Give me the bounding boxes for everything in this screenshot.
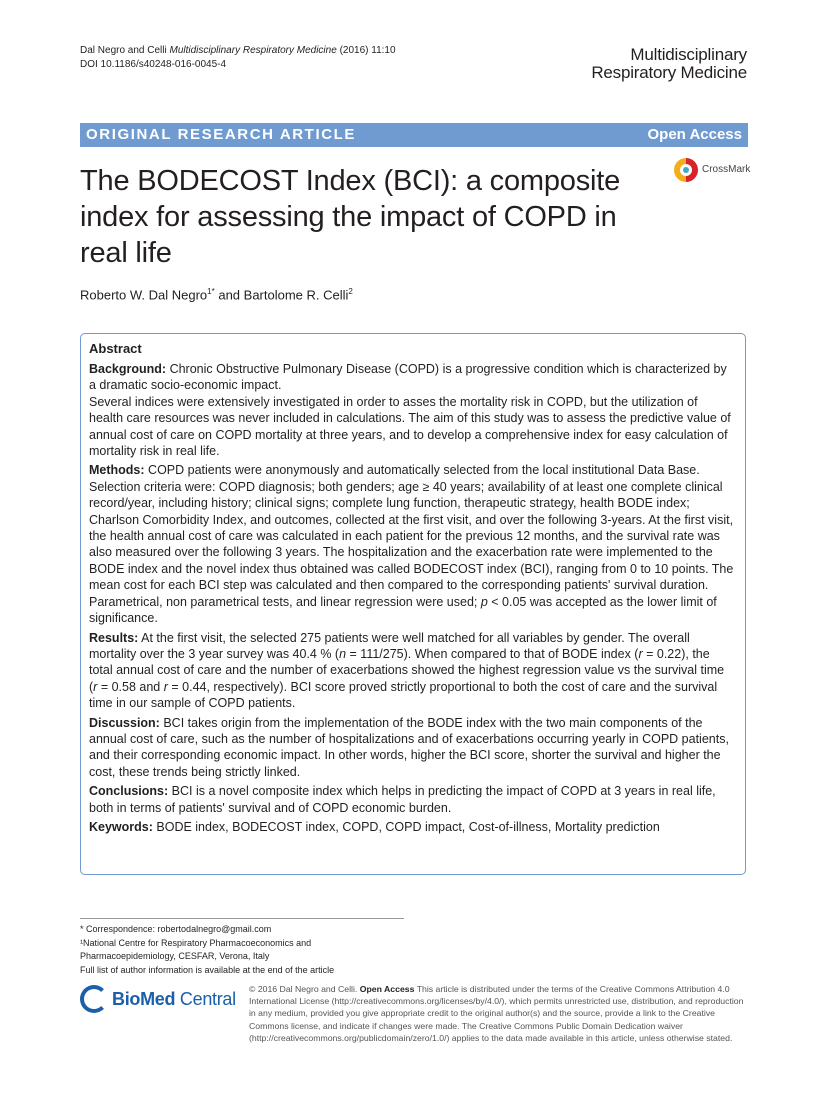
- article-type-banner: [80, 123, 748, 147]
- biomed-central-ring-icon: [80, 985, 108, 1013]
- crossmark-badge[interactable]: [674, 158, 750, 184]
- biomed-central-logo[interactable]: [80, 985, 240, 1017]
- crossmark-label: CrossMark: [702, 164, 751, 175]
- methods-text-3: < 0.05 was accepted as the lower limit of significance.: [89, 594, 717, 626]
- r-symbol: r: [638, 646, 643, 661]
- methods-label: Methods:: [89, 463, 145, 478]
- author-info-note: Full list of author information is available at the end of the article: [80, 964, 335, 975]
- correspondence[interactable]: * Correspondence: robertodalnegro@gmail.com: [80, 924, 272, 934]
- background-text-2: Several indices were extensively investigated in order to asses the mortality risk in COPD, but the utilization of health care resources was never included in calculations. The aim of this study was to assess the predictive value of annual cost of care on COPD mortality at three years, and to develop a comprehensive index for easy calculation of mortality risk in real life.: [89, 394, 731, 459]
- article-type: ORIGINAL RESEARCH ARTICLE: [86, 126, 357, 143]
- author-affiliation-marker[interactable]: 2: [348, 287, 353, 296]
- results-text: At the first visit, the selected 275 patients were well matched for all variables by gender. The overall mortality over the 3 year survey was 40.4 % (: [89, 630, 690, 661]
- citation-header: [80, 44, 396, 72]
- author-name: Bartolome R. Celli: [243, 287, 349, 303]
- abstract-keywords: [89, 819, 735, 835]
- license-body: This article is distributed under the terms of the Creative Commons Attribution 4.0 International License (http://creativecommons.org/licenses/by/4.0/), which permits unrestricted use, distribution, and reproduction in any medium, provided you give appropriate credit to the original author(s) and the source, provide a link to the Creative Commons license, and indicate if changes were made. The Creative Commons Public Domain Dedication waiver (http://creativecommons.org/publicdomain/zero/1.0/) applies to the data made available in this article, unless otherwise stated.: [249, 984, 744, 1043]
- conclusions-label: Conclusions:: [89, 784, 169, 799]
- background-text: Chronic Obstructive Pulmonary Disease (COPD) is a progressive condition which is characterized by a dramatic socio-economic impact.: [89, 362, 727, 393]
- discussion-label: Discussion:: [89, 715, 160, 730]
- affiliation-1: ¹National Centre for Respiratory Pharmacoeconomics and: [80, 937, 312, 948]
- journal-name-line1: Multidisciplinary: [630, 45, 747, 64]
- results-text: = 0.22), the total annual cost of care and the number of exacerbations showed the highest regression value vs the survival time (: [89, 646, 725, 694]
- keywords-label: Keywords:: [89, 819, 153, 834]
- citation-authors: Dal Negro and Celli: [80, 45, 167, 56]
- r-symbol: r: [93, 679, 98, 694]
- n-symbol: n: [339, 646, 347, 661]
- results-text: = 0.44, respectively). BCI score proved strictly proportional to both the cost of care and the survival time in our sample of COPD patients.: [89, 679, 718, 711]
- author-affiliation-marker[interactable]: 1*: [207, 287, 215, 296]
- publisher-name-bold: BioMed: [112, 989, 176, 1009]
- abstract-methods: [89, 462, 735, 626]
- journal-name-line2: Respiratory Medicine: [591, 63, 747, 82]
- footnote-divider: [80, 918, 404, 919]
- methods-text-2: Parametrical, non parametrical tests, and linear regression were used;: [89, 594, 481, 609]
- results-text: = 0.58 and: [97, 679, 164, 694]
- license-open-access: Open Access: [359, 984, 415, 994]
- footnotes: [80, 923, 334, 977]
- abstract-box: [80, 333, 746, 875]
- abstract-discussion: [89, 715, 735, 781]
- license-copyright: © 2016 Dal Negro and Celli.: [249, 984, 360, 994]
- doi[interactable]: DOI 10.1186/s40248-016-0045-4: [80, 59, 227, 70]
- citation-year-volume: (2016) 11:10: [339, 45, 396, 56]
- p-symbol: p: [480, 594, 488, 609]
- publisher-name-regular: Central: [175, 989, 236, 1009]
- abstract-conclusions: [89, 783, 735, 816]
- author-list: [80, 287, 353, 302]
- crossmark-icon: [674, 158, 698, 182]
- background-label: Background:: [89, 362, 167, 376]
- abstract-results: [89, 630, 735, 712]
- publisher-name: [112, 989, 236, 1010]
- journal-logo: [591, 46, 747, 82]
- abstract-background: [89, 361, 735, 459]
- abstract-heading: Abstract: [89, 341, 142, 356]
- open-access-label: Open Access: [647, 126, 742, 143]
- methods-text: COPD patients were anonymously and automatically selected from the local institutional Data Base. Selection criteria were: COPD diagnosis; both genders; age ≥ 40 years; availability of at least one complete clinical record/year, including history; clinical signs; complete lung function, therapeutic strategy, health BODE index; Charlson Comorbidity Index, and outcomes, collected at the first visit, and over the following 3-years. At the first visit, the health annual cost of care was calculated in each patient for the previous 12 months, and the survival rate was also measured over the following 3 years. The hospitalization and the exacerbation rate were implemented to the BODE index and the novel index thus obtained was called BODECOST index (BCI), ranging from 0 to 10 points. The mean cost for each BCI step was calculated and then compared to the corresponding patients' survival duration.: [89, 463, 734, 593]
- discussion-text: BCI takes origin from the implementation of the BODE index with the two main components of the annual cost of care, such as the number of hospitalizations and of exacerbations occurring yearly in COPD patients, and their corresponding economic impact. In other words, higher the BCI score, shorter the survival and higher the cost, these trends being strictly linked.: [89, 715, 729, 779]
- r-symbol: r: [163, 679, 168, 694]
- article-title: The BODECOST Index (BCI): a composite index for assessing the impact of COPD in real life: [80, 165, 621, 269]
- results-text: = 111/275). When compared to that of BODE index (: [346, 646, 639, 661]
- affiliation-1-cont: Pharmacoepidemiology, CESFAR, Verona, Italy: [80, 951, 270, 961]
- author-joiner: and: [214, 287, 244, 303]
- citation-journal: Multidisciplinary Respiratory Medicine: [169, 45, 337, 56]
- results-label: Results:: [89, 630, 139, 645]
- keywords-text: BODE index, BODECOST index, COPD, COPD impact, Cost-of-illness, Mortality prediction: [152, 819, 660, 834]
- conclusions-text: BCI is a novel composite index which helps in predicting the impact of COPD at 3 years in real life, both in terms of patients' survival and of COPD economic burden.: [89, 784, 716, 815]
- license-text: [249, 983, 749, 1044]
- author-name: Roberto W. Dal Negro: [80, 287, 208, 303]
